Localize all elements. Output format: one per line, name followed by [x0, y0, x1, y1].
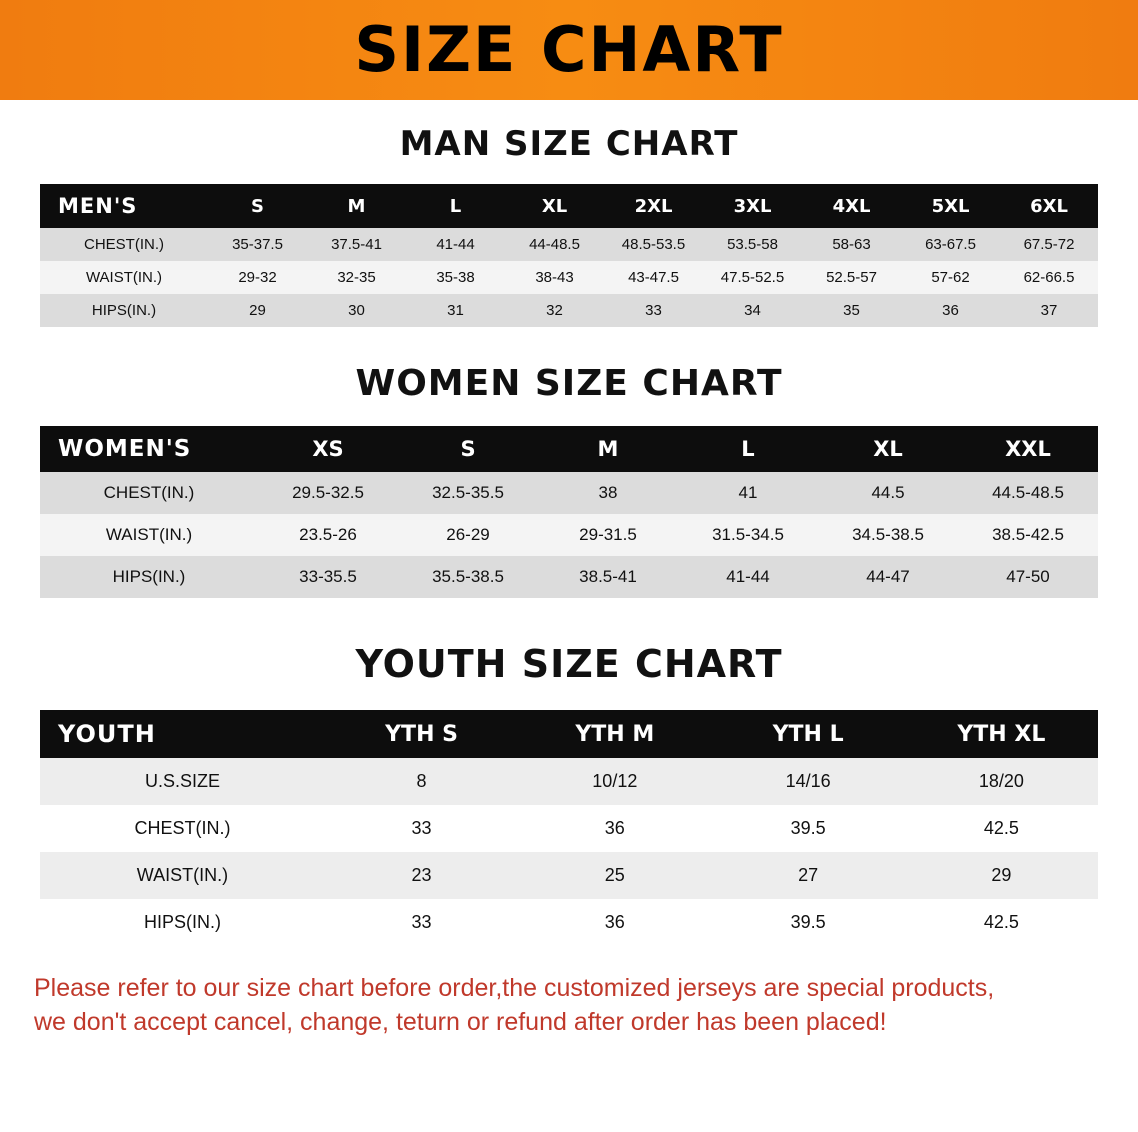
table-row	[40, 261, 1098, 294]
cell: 36	[901, 294, 1000, 327]
cell: 36	[518, 899, 711, 946]
cell: 31	[406, 294, 505, 327]
cell: 29-31.5	[538, 514, 678, 556]
col-header-s: S	[398, 426, 538, 472]
cell: 35.5-38.5	[398, 556, 538, 598]
cell: 32	[505, 294, 604, 327]
cell: 39.5	[711, 899, 904, 946]
row-label-chest: CHEST(IN.)	[40, 805, 325, 852]
cell: 39.5	[711, 805, 904, 852]
youth-size-table	[40, 710, 1098, 946]
cell: 31.5-34.5	[678, 514, 818, 556]
cell: 58-63	[802, 228, 901, 261]
cell: 33	[325, 899, 518, 946]
cell: 29	[208, 294, 307, 327]
cell: 44.5-48.5	[958, 472, 1098, 514]
disclaimer-note	[34, 972, 1104, 1040]
banner	[0, 0, 1138, 100]
cell: 62-66.5	[1000, 261, 1098, 294]
cell: 47-50	[958, 556, 1098, 598]
man-section-heading: MAN SIZE CHART	[399, 124, 739, 164]
cell: 23.5-26	[258, 514, 398, 556]
cell: 44-47	[818, 556, 958, 598]
cell: 44.5	[818, 472, 958, 514]
table-row	[40, 805, 1098, 852]
cell: 27	[711, 852, 904, 899]
man-size-table	[40, 184, 1098, 327]
cell: 52.5-57	[802, 261, 901, 294]
row-label-chest: CHEST(IN.)	[40, 228, 208, 261]
col-header-l: L	[406, 184, 505, 228]
cell: 25	[518, 852, 711, 899]
col-header-xs: XS	[258, 426, 398, 472]
cell: 47.5-52.5	[703, 261, 802, 294]
row-label-hips: HIPS(IN.)	[40, 556, 258, 598]
women-section-heading: WOMEN SIZE CHART	[355, 363, 783, 404]
cell: 42.5	[905, 805, 1098, 852]
col-header-m: M	[538, 426, 678, 472]
cell: 38.5-41	[538, 556, 678, 598]
cell: 57-62	[901, 261, 1000, 294]
row-label-hips: HIPS(IN.)	[40, 294, 208, 327]
cell: 38	[538, 472, 678, 514]
cell: 37	[1000, 294, 1098, 327]
table-row	[40, 899, 1098, 946]
col-header-l: L	[678, 426, 818, 472]
row-label-waist: WAIST(IN.)	[40, 852, 325, 899]
cell: 36	[518, 805, 711, 852]
cell: 8	[325, 758, 518, 805]
row-label-us-size: U.S.SIZE	[40, 758, 325, 805]
cell: 33	[604, 294, 703, 327]
table-row	[40, 514, 1098, 556]
cell: 53.5-58	[703, 228, 802, 261]
cell: 38-43	[505, 261, 604, 294]
cell: 44-48.5	[505, 228, 604, 261]
page-title: SIZE CHART	[354, 13, 784, 86]
col-header-yth-l: YTH L	[711, 710, 904, 758]
col-header-xl: XL	[505, 184, 604, 228]
cell: 38.5-42.5	[958, 514, 1098, 556]
table-row	[40, 852, 1098, 899]
cell: 35-38	[406, 261, 505, 294]
col-header-6xl: 6XL	[1000, 184, 1098, 228]
col-header-5xl: 5XL	[901, 184, 1000, 228]
col-header-label: WOMEN'S	[40, 426, 258, 472]
cell: 35	[802, 294, 901, 327]
col-header-2xl: 2XL	[604, 184, 703, 228]
table-row	[40, 472, 1098, 514]
table-row	[40, 294, 1098, 327]
women-size-table	[40, 426, 1098, 598]
col-header-m: M	[307, 184, 406, 228]
cell: 32.5-35.5	[398, 472, 538, 514]
cell: 29-32	[208, 261, 307, 294]
cell: 33-35.5	[258, 556, 398, 598]
youth-table-wrap	[0, 710, 1138, 946]
col-header-xxl: XXL	[958, 426, 1098, 472]
cell: 30	[307, 294, 406, 327]
disclaimer-line-2: we don't accept cancel, change, teturn or refund after order has been placed!	[34, 1007, 887, 1036]
cell: 18/20	[905, 758, 1098, 805]
man-table-wrap	[0, 184, 1138, 327]
row-label-waist: WAIST(IN.)	[40, 514, 258, 556]
disclaimer-line-1: Please refer to our size chart before order,the customized jerseys are special products,	[34, 974, 995, 1002]
table-header-row	[40, 184, 1098, 228]
cell: 29.5-32.5	[258, 472, 398, 514]
cell: 29	[905, 852, 1098, 899]
table-row	[40, 556, 1098, 598]
cell: 41-44	[678, 556, 818, 598]
col-header-yth-s: YTH S	[325, 710, 518, 758]
col-header-3xl: 3XL	[703, 184, 802, 228]
cell: 33	[325, 805, 518, 852]
cell: 37.5-41	[307, 228, 406, 261]
col-header-s: S	[208, 184, 307, 228]
cell: 42.5	[905, 899, 1098, 946]
cell: 48.5-53.5	[604, 228, 703, 261]
row-label-waist: WAIST(IN.)	[40, 261, 208, 294]
cell: 35-37.5	[208, 228, 307, 261]
cell: 26-29	[398, 514, 538, 556]
cell: 10/12	[518, 758, 711, 805]
row-label-chest: CHEST(IN.)	[40, 472, 258, 514]
table-header-row	[40, 426, 1098, 472]
col-header-yth-m: YTH M	[518, 710, 711, 758]
cell: 63-67.5	[901, 228, 1000, 261]
col-header-label: YOUTH	[40, 710, 325, 758]
cell: 41	[678, 472, 818, 514]
col-header-xl: XL	[818, 426, 958, 472]
youth-section-heading: YOUTH SIZE CHART	[355, 642, 783, 686]
table-row	[40, 228, 1098, 261]
cell: 67.5-72	[1000, 228, 1098, 261]
table-header-row	[40, 710, 1098, 758]
col-header-yth-xl: YTH XL	[905, 710, 1098, 758]
cell: 34	[703, 294, 802, 327]
cell: 43-47.5	[604, 261, 703, 294]
women-table-wrap	[0, 426, 1138, 598]
cell: 14/16	[711, 758, 904, 805]
cell: 23	[325, 852, 518, 899]
cell: 32-35	[307, 261, 406, 294]
table-row	[40, 758, 1098, 805]
cell: 41-44	[406, 228, 505, 261]
cell: 34.5-38.5	[818, 514, 958, 556]
col-header-4xl: 4XL	[802, 184, 901, 228]
col-header-label: MEN'S	[40, 184, 208, 228]
row-label-hips: HIPS(IN.)	[40, 899, 325, 946]
